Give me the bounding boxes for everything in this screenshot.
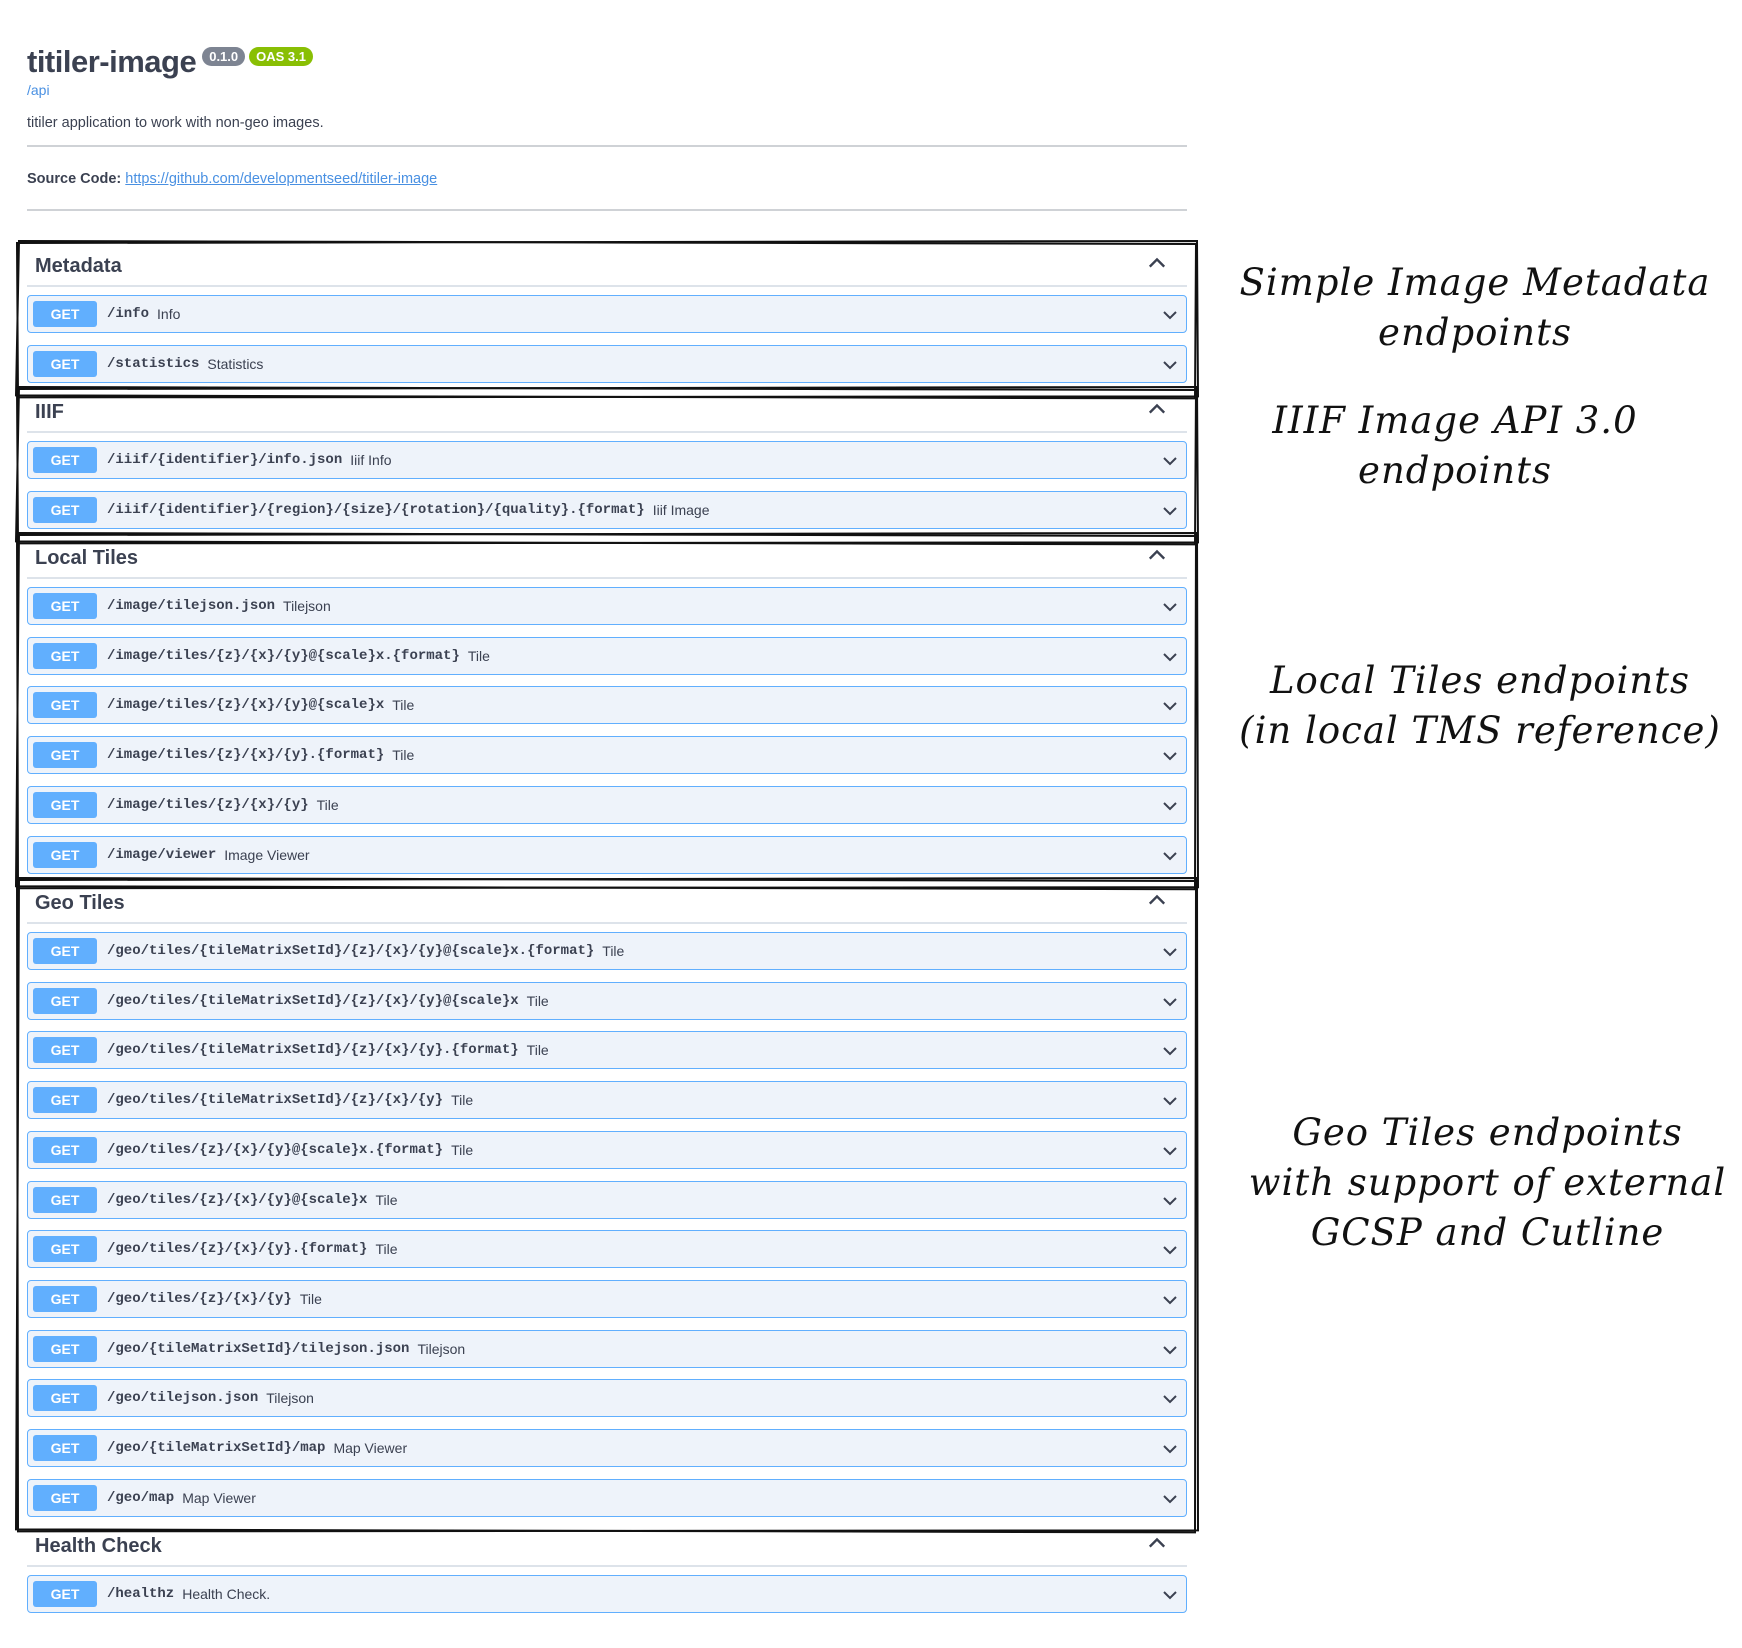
operation-summary: Tile: [451, 1141, 474, 1158]
operation-summary: Tilejson: [283, 598, 331, 614]
chevron-up-icon[interactable]: [1145, 543, 1169, 567]
chevron-down-icon[interactable]: [1160, 846, 1180, 866]
operation-row[interactable]: [27, 786, 1187, 824]
method-badge: GET: [33, 1286, 97, 1312]
operation-row[interactable]: [27, 1479, 1187, 1517]
method-badge: GET: [33, 792, 97, 818]
operation-summary: Tile: [299, 1290, 322, 1307]
annotation-line: endpoints: [1378, 311, 1572, 354]
chevron-down-icon[interactable]: [1160, 1141, 1180, 1161]
method-badge: GET: [33, 1087, 97, 1113]
operation-summary: Tile: [602, 943, 625, 959]
chevron-down-icon[interactable]: [1160, 1290, 1180, 1310]
section-geo-tiles: [27, 880, 1187, 1528]
chevron-down-icon[interactable]: [1160, 305, 1180, 325]
handwritten-annotation: [1235, 1108, 1740, 1258]
method-badge: GET: [33, 593, 97, 619]
chevron-down-icon[interactable]: [1160, 992, 1180, 1012]
section-header[interactable]: [27, 1523, 1187, 1567]
version-badge: 0.1.0: [202, 47, 245, 66]
operation-path: /image/viewer: [107, 846, 217, 863]
operation-summary: Tile: [375, 1241, 398, 1258]
chevron-up-icon[interactable]: [1145, 1531, 1169, 1555]
operation-row[interactable]: [27, 1131, 1187, 1169]
operation-path: /geo/{tileMatrixSetId}/tilejson.json: [107, 1340, 410, 1357]
operation-summary: Tile: [467, 647, 490, 664]
chevron-up-icon[interactable]: [1145, 251, 1169, 275]
section-title: IIIF: [35, 401, 64, 423]
api-title: titiler-image: [27, 44, 197, 79]
operation-row[interactable]: [27, 836, 1187, 874]
method-badge: GET: [33, 1485, 97, 1511]
section-local-tiles: [27, 535, 1187, 885]
chevron-down-icon[interactable]: [1160, 1240, 1180, 1260]
operation-path: /image/tiles/{z}/{x}/{y}@{scale}x.{format}: [107, 647, 460, 664]
title-row: [27, 44, 1187, 80]
section-title: Metadata: [35, 255, 122, 277]
operation-path: /geo/tiles/{tileMatrixSetId}/{z}/{x}/{y}@{scale}x: [107, 992, 519, 1009]
section-header[interactable]: [27, 880, 1187, 924]
operation-summary: Image Viewer: [224, 846, 310, 863]
divider: [27, 145, 1187, 147]
chevron-down-icon[interactable]: [1160, 696, 1180, 716]
operation-path: /image/tiles/{z}/{x}/{y}@{scale}x: [107, 697, 385, 714]
section-header[interactable]: [27, 389, 1187, 433]
section-health-check: [27, 1523, 1187, 1625]
operation-summary: Iiif Image: [652, 501, 710, 518]
method-badge: GET: [33, 1336, 97, 1362]
chevron-down-icon[interactable]: [1160, 1340, 1180, 1360]
operation-row[interactable]: [27, 1181, 1187, 1219]
divider: [27, 209, 1187, 211]
annotation-line: (in local TMS reference): [1239, 709, 1721, 752]
annotation-line: Local Tiles endpoints: [1269, 659, 1691, 702]
operation-summary: Tilejson: [417, 1340, 466, 1357]
source-code-link[interactable]: https://github.com/developmentseed/titiler-image: [125, 171, 438, 187]
method-badge: GET: [33, 643, 97, 669]
annotation-line: Geo Tiles endpoints: [1292, 1111, 1683, 1154]
chevron-down-icon[interactable]: [1160, 1041, 1180, 1061]
operation-summary: Iiif Info: [350, 452, 392, 468]
operation-summary: Map Viewer: [182, 1489, 256, 1506]
method-badge: GET: [33, 1385, 97, 1411]
section-header[interactable]: [27, 243, 1187, 287]
chevron-down-icon[interactable]: [1160, 942, 1180, 962]
operation-summary: Map Viewer: [333, 1440, 408, 1456]
operation-row[interactable]: [27, 295, 1187, 333]
operation-summary: Health Check.: [182, 1586, 271, 1602]
operation-row[interactable]: [27, 736, 1187, 774]
operation-row[interactable]: [27, 1031, 1187, 1069]
operation-summary: Tile: [526, 992, 549, 1009]
operation-summary: Tile: [392, 747, 415, 764]
chevron-down-icon[interactable]: [1160, 746, 1180, 766]
operation-path: /iiif/{identifier}/{region}/{size}/{rotation}/{quality}.{format}: [107, 501, 645, 518]
operation-row[interactable]: [27, 345, 1187, 383]
chevron-down-icon[interactable]: [1160, 451, 1180, 471]
chevron-down-icon[interactable]: [1160, 647, 1180, 667]
annotation-line: GCSP and Cutline: [1310, 1211, 1665, 1254]
operation-summary: Statistics: [207, 355, 264, 372]
api-description: titiler application to work with non-geo images.: [27, 115, 324, 131]
method-badge: GET: [33, 1435, 97, 1461]
section-metadata: [27, 243, 1187, 394]
method-badge: GET: [33, 1236, 97, 1262]
api-info: [27, 44, 1187, 211]
annotation-line: with support of external: [1248, 1161, 1727, 1204]
method-badge: GET: [33, 938, 97, 964]
handwritten-annotation: [1225, 396, 1685, 496]
operation-summary: Tile: [392, 697, 415, 714]
operation-row[interactable]: [27, 441, 1187, 479]
chevron-down-icon[interactable]: [1160, 1191, 1180, 1211]
operation-row[interactable]: [27, 1429, 1187, 1467]
operation-row[interactable]: [27, 1379, 1187, 1417]
method-badge: GET: [33, 351, 97, 377]
operation-path: /healthz: [107, 1586, 175, 1602]
method-badge: GET: [33, 842, 97, 868]
operation-path: /geo/tiles/{tileMatrixSetId}/{z}/{x}/{y}.{format}: [107, 1042, 519, 1059]
oas-badge: OAS 3.1: [249, 47, 313, 66]
operation-path: /geo/tiles/{tileMatrixSetId}/{z}/{x}/{y}@{scale}x.{format}: [107, 943, 595, 959]
operation-summary: Info: [157, 306, 181, 322]
source-code-label: Source Code:: [27, 171, 122, 187]
method-badge: GET: [33, 1037, 97, 1063]
operation-path: /iiif/{identifier}/info.json: [107, 452, 343, 468]
operation-path: /geo/tiles/{z}/{x}/{y}: [107, 1290, 292, 1307]
operation-row[interactable]: [27, 637, 1187, 675]
chevron-down-icon[interactable]: [1160, 1389, 1180, 1409]
chevron-down-icon[interactable]: [1160, 1489, 1180, 1509]
chevron-down-icon[interactable]: [1160, 1439, 1180, 1459]
chevron-down-icon[interactable]: [1160, 597, 1180, 617]
operation-path: /geo/tiles/{z}/{x}/{y}@{scale}x: [107, 1191, 368, 1208]
method-badge: GET: [33, 447, 97, 473]
section-title: Local Tiles: [35, 547, 139, 569]
section-header[interactable]: [27, 535, 1187, 579]
chevron-down-icon[interactable]: [1160, 1585, 1180, 1605]
method-badge: GET: [33, 692, 97, 718]
operation-summary: Tile: [316, 796, 339, 813]
handwritten-annotation: [1225, 258, 1725, 358]
annotation-line: Simple Image Metadata: [1239, 261, 1711, 304]
operation-path: /info: [107, 306, 150, 322]
operation-summary: Tile: [451, 1092, 474, 1109]
chevron-down-icon[interactable]: [1160, 355, 1180, 375]
operation-path: /geo/tiles/{z}/{x}/{y}@{scale}x.{format}: [107, 1141, 444, 1158]
operation-row[interactable]: [27, 491, 1187, 529]
chevron-up-icon[interactable]: [1145, 888, 1169, 912]
base-url-link[interactable]: /api: [27, 82, 50, 98]
chevron-down-icon[interactable]: [1160, 1091, 1180, 1111]
operation-path: /geo/map: [107, 1489, 175, 1506]
section-title: Health Check: [35, 1535, 162, 1557]
operation-row[interactable]: [27, 1330, 1187, 1368]
method-badge: GET: [33, 1137, 97, 1163]
method-badge: GET: [33, 301, 97, 327]
operation-row[interactable]: [27, 1575, 1187, 1613]
operation-row[interactable]: [27, 686, 1187, 724]
chevron-down-icon[interactable]: [1160, 796, 1180, 816]
operation-path: /statistics: [107, 355, 200, 372]
method-badge: GET: [33, 1581, 97, 1607]
method-badge: GET: [33, 1187, 97, 1213]
method-badge: GET: [33, 988, 97, 1014]
handwritten-annotation: [1225, 656, 1735, 756]
section-iiif: [27, 389, 1187, 540]
operation-row[interactable]: [27, 932, 1187, 970]
chevron-down-icon[interactable]: [1160, 501, 1180, 521]
operation-path: /geo/{tileMatrixSetId}/map: [107, 1440, 326, 1456]
method-badge: GET: [33, 497, 97, 523]
operation-summary: Tile: [375, 1191, 398, 1208]
chevron-up-icon[interactable]: [1145, 397, 1169, 421]
method-badge: GET: [33, 742, 97, 768]
source-code-line: [27, 171, 1187, 187]
operation-path: /geo/tilejson.json: [107, 1390, 259, 1407]
annotation-line: IIIF Image API 3.0: [1272, 399, 1638, 442]
operation-row[interactable]: [27, 587, 1187, 625]
operation-path: /image/tiles/{z}/{x}/{y}: [107, 796, 309, 813]
annotation-line: endpoints: [1358, 449, 1552, 492]
operation-row[interactable]: [27, 982, 1187, 1020]
operation-path: /geo/tiles/{z}/{x}/{y}.{format}: [107, 1241, 368, 1258]
operation-row[interactable]: [27, 1081, 1187, 1119]
operation-path: /image/tiles/{z}/{x}/{y}.{format}: [107, 747, 385, 764]
operation-path: /image/tilejson.json: [107, 598, 276, 614]
operation-summary: Tilejson: [266, 1390, 314, 1407]
operation-row[interactable]: [27, 1280, 1187, 1318]
operation-path: /geo/tiles/{tileMatrixSetId}/{z}/{x}/{y}: [107, 1092, 444, 1109]
operation-summary: Tile: [526, 1042, 549, 1059]
operation-row[interactable]: [27, 1230, 1187, 1268]
section-title: Geo Tiles: [35, 892, 125, 914]
